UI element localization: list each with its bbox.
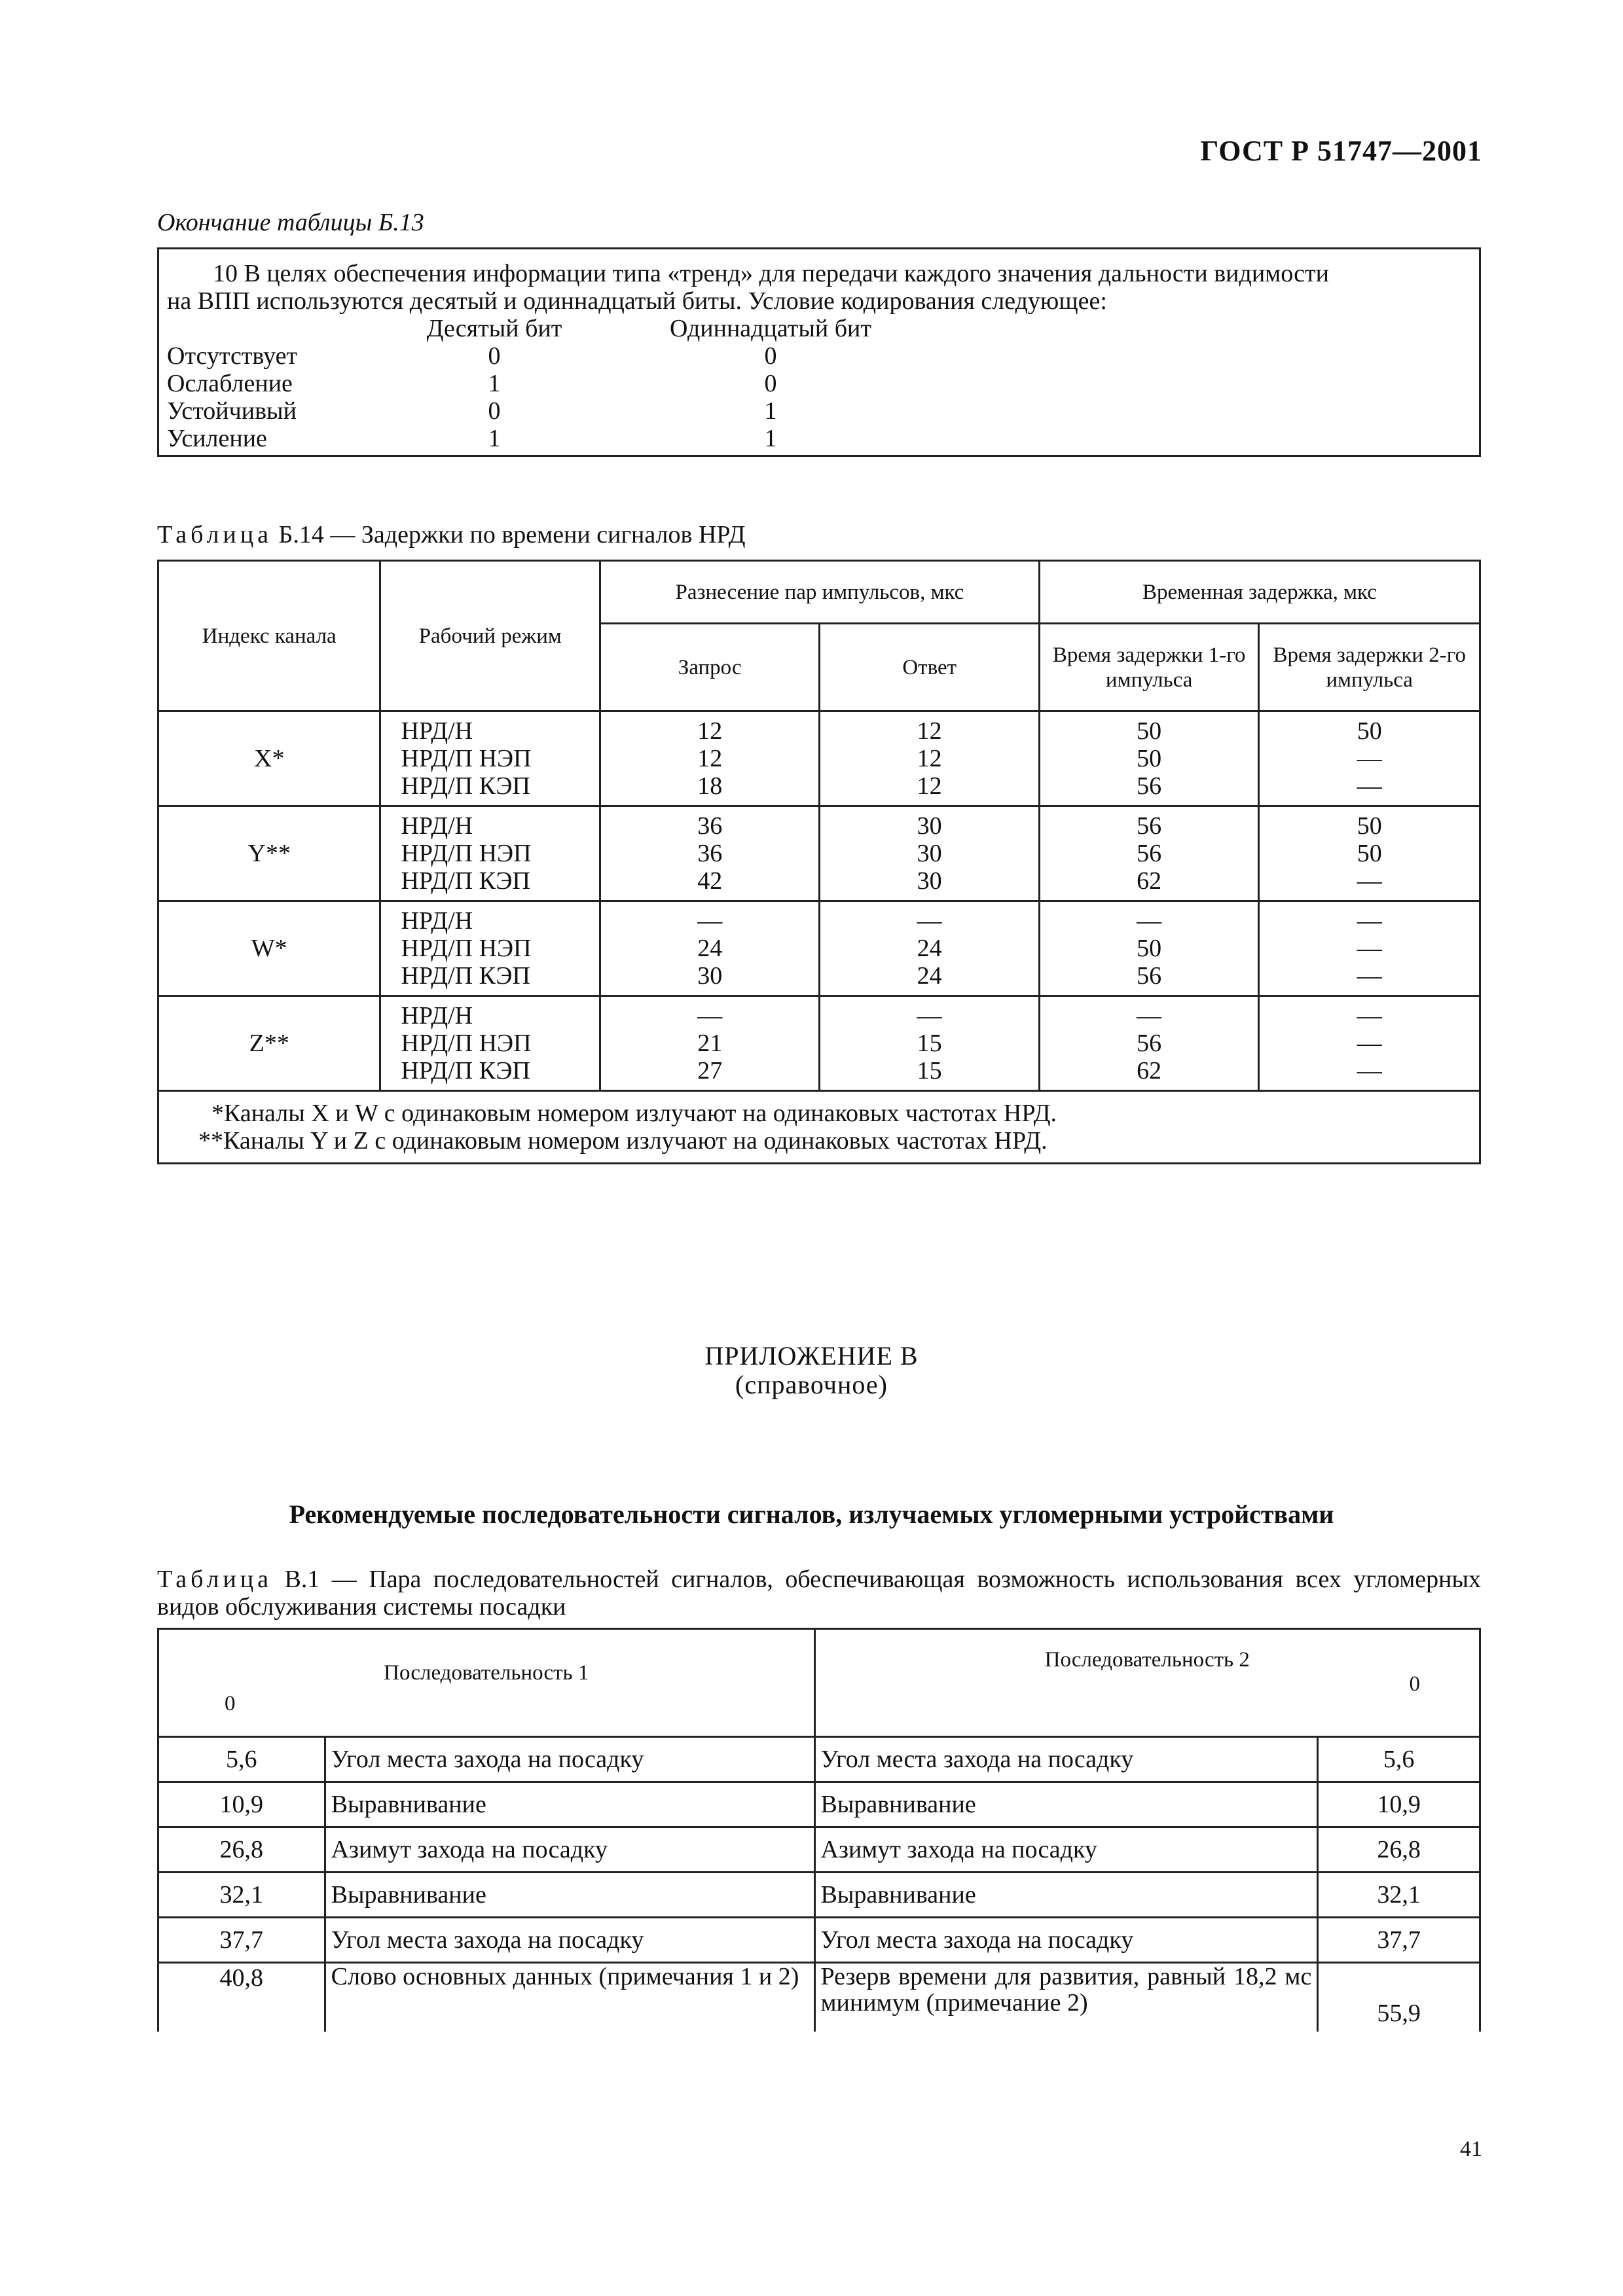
delay1-line: 50 — [1137, 935, 1162, 962]
bit11-value: 0 — [764, 342, 777, 370]
header-spacing: Разнесение пар импульсов, мкс — [600, 561, 1039, 624]
time-seq2: 5,6 — [1318, 1737, 1480, 1782]
table-b14-caption — [157, 520, 746, 549]
reply-line: — — [917, 907, 942, 935]
tenth-bit-header: Десятый бит — [426, 315, 562, 342]
bit-row — [167, 397, 1084, 425]
note-line-2: на ВПП используются десятый и одиннадцатый биты. Условие кодирования следующее: — [167, 287, 1107, 315]
reply-values — [820, 901, 1039, 996]
table-row — [158, 1963, 1480, 2032]
header-mode: Рабочий режим — [380, 561, 600, 711]
mode-list — [380, 996, 600, 1091]
standard-number: ГОСТ Р 51747—2001 — [1200, 135, 1482, 167]
request-line: 42 — [697, 867, 723, 895]
delay1-values — [1039, 806, 1259, 901]
request-values — [600, 806, 819, 901]
delay1-values — [1039, 996, 1259, 1091]
request-line: 12 — [697, 717, 723, 745]
note-yz: **Каналы Y и Z с одинаковым номером излучают на одинаковых частотах НРД. — [198, 1127, 1048, 1155]
bit-header-row — [167, 315, 1084, 342]
request-line: 21 — [697, 1030, 723, 1057]
appendix-heading — [0, 1342, 1623, 1399]
table-row — [158, 1918, 1480, 1963]
time-seq2: 26,8 — [1318, 1827, 1480, 1873]
delay2-line: — — [1357, 1057, 1382, 1085]
request-line: 30 — [697, 962, 723, 990]
time-seq1: 10,9 — [158, 1782, 325, 1827]
mode-line: НРД/Н — [401, 907, 473, 935]
eleventh-bit-header: Одиннадцатый бит — [670, 315, 871, 342]
row-label: Ослабление — [167, 370, 293, 397]
signal-seq2: Выравнивание — [814, 1873, 1318, 1918]
seq1-label: Последовательность 1 — [384, 1661, 589, 1685]
reply-line: 12 — [917, 772, 942, 800]
delay2-line: 50 — [1357, 717, 1382, 745]
bit10-value: 0 — [488, 342, 501, 370]
delay2-line: 50 — [1357, 840, 1382, 867]
time-seq2: 55,9 — [1318, 1963, 1480, 2032]
note-xw: *Каналы X и W с одинаковым номером излучают на одинаковых частотах НРД. — [211, 1100, 1057, 1127]
table-v1 — [157, 1628, 1481, 2032]
reply-line: 24 — [917, 935, 942, 962]
delay1-line: 56 — [1137, 772, 1162, 800]
mode-line: НРД/П КЭП — [401, 1057, 530, 1085]
request-values — [600, 711, 819, 806]
delay1-line: 56 — [1137, 962, 1162, 990]
signal-seq1: Выравнивание — [325, 1873, 814, 1918]
signal-seq1: Азимут захода на посадку — [325, 1827, 814, 1873]
signal-seq1: Выравнивание — [325, 1782, 814, 1827]
table-row — [158, 711, 1480, 806]
table-b13-continuation-caption: Окончание таблицы Б.13 — [157, 209, 424, 236]
time-seq2: 32,1 — [1318, 1873, 1480, 1918]
request-line: 36 — [697, 840, 723, 867]
delay1-line: 62 — [1137, 867, 1162, 895]
signal-seq2: Угол места захода на посадку — [814, 1737, 1318, 1782]
page-number: 41 — [1460, 2137, 1482, 2161]
time-seq2: 10,9 — [1318, 1782, 1480, 1827]
header-delay: Временная задержка, мкс — [1039, 561, 1480, 624]
delay1-line: 56 — [1137, 812, 1162, 840]
table-row — [158, 806, 1480, 901]
delay2-values — [1259, 901, 1480, 996]
mode-line: НРД/П НЭП — [401, 935, 532, 962]
mode-list — [380, 901, 600, 996]
reply-line: 12 — [917, 717, 942, 745]
delay2-values — [1259, 711, 1480, 806]
caption-prefix: Таблица — [157, 1566, 273, 1593]
reply-values — [820, 996, 1039, 1091]
bit10-value: 0 — [488, 397, 501, 425]
reply-values — [820, 806, 1039, 901]
signal-seq1: Угол места захода на посадку — [325, 1737, 814, 1782]
delay2-values — [1259, 996, 1480, 1091]
signal-seq1: Слово основных данных (примечания 1 и 2) — [325, 1963, 814, 2032]
signal-seq2: Азимут захода на посадку — [814, 1827, 1318, 1873]
signal-seq2: Угол места захода на посадку — [814, 1918, 1318, 1963]
bit-row — [167, 425, 1084, 452]
bit10-value: 1 — [488, 425, 501, 452]
request-values — [600, 996, 819, 1091]
request-line: 27 — [697, 1057, 723, 1085]
bit-row — [167, 370, 1084, 397]
delay1-line: 56 — [1137, 840, 1162, 867]
mode-line: НРД/П КЭП — [401, 962, 530, 990]
table-b14-notes — [158, 1091, 1480, 1164]
reply-line: — — [917, 1002, 942, 1030]
reply-line: 30 — [917, 840, 942, 867]
time-seq1: 32,1 — [158, 1873, 325, 1918]
table-row — [158, 996, 1480, 1091]
appendix-title: ПРИЛОЖЕНИЕ В — [704, 1341, 919, 1371]
header-reply: Ответ — [820, 624, 1039, 711]
delay1-line: 50 — [1137, 717, 1162, 745]
request-line: — — [697, 907, 723, 935]
reply-values — [820, 711, 1039, 806]
mode-line: НРД/П НЭП — [401, 840, 532, 867]
bit11-value: 1 — [764, 425, 777, 452]
signal-seq2: Резерв времени для развития, равный 18,2 мс минимум (примечание 2) — [814, 1963, 1318, 2032]
mode-line: НРД/Н — [401, 717, 473, 745]
bit11-value: 1 — [764, 397, 777, 425]
delay2-line: 50 — [1357, 812, 1382, 840]
table-b14 — [157, 560, 1481, 1164]
time-seq1: 5,6 — [158, 1737, 325, 1782]
request-values — [600, 901, 819, 996]
delay1-line: 56 — [1137, 1030, 1162, 1057]
delay1-values — [1039, 711, 1259, 806]
section-title: Рекомендуемые последовательности сигналов, излучаемых угломерными устройствами — [289, 1499, 1334, 1529]
row-label: Устойчивый — [167, 397, 297, 425]
bit11-value: 0 — [764, 370, 777, 397]
row-label: Отсутствует — [167, 342, 298, 370]
request-line: 36 — [697, 812, 723, 840]
table-b13-note-box — [157, 247, 1481, 457]
channel-index: W* — [158, 901, 380, 996]
time-seq1: 40,8 — [158, 1963, 325, 2032]
seq2-label: Последовательность 2 — [1044, 1648, 1250, 1672]
signal-seq2: Выравнивание — [814, 1782, 1318, 1827]
delay1-line: — — [1137, 1002, 1162, 1030]
table-v1-caption — [157, 1566, 1481, 1621]
mode-line: НРД/П КЭП — [401, 772, 530, 800]
delay2-line: — — [1357, 867, 1382, 895]
request-line: 12 — [697, 745, 723, 772]
appendix-subtitle: (справочное) — [735, 1370, 888, 1399]
delay2-line: — — [1357, 907, 1382, 935]
request-line: 18 — [697, 772, 723, 800]
request-line: 24 — [697, 935, 723, 962]
seq1-zero: 0 — [225, 1692, 236, 1715]
delay1-line: 62 — [1137, 1057, 1162, 1085]
header-channel: Индекс канала — [158, 561, 380, 711]
caption-text: В.1 — Пара последовательностей сигналов, обеспечивающая возможность использования всех угломерных видов обслуживания системы посадки — [157, 1566, 1481, 1621]
reply-line: 30 — [917, 867, 942, 895]
seq2-zero: 0 — [1409, 1672, 1420, 1696]
bit-row — [167, 342, 1084, 370]
mode-line: НРД/Н — [401, 812, 473, 840]
reply-line: 12 — [917, 745, 942, 772]
mode-line: НРД/Н — [401, 1002, 473, 1030]
table-row — [158, 901, 1480, 996]
delay2-values — [1259, 806, 1480, 901]
header-delay2: Время задержки 2-го импульса — [1259, 624, 1480, 711]
header-delay1: Время задержки 1-го импульса — [1039, 624, 1259, 711]
channel-index: Y** — [158, 806, 380, 901]
reply-line: 24 — [917, 962, 942, 990]
delay2-line: — — [1357, 1030, 1382, 1057]
mode-line: НРД/П НЭП — [401, 745, 532, 772]
header-request: Запрос — [600, 624, 819, 711]
delay2-line: — — [1357, 935, 1382, 962]
time-seq1: 37,7 — [158, 1918, 325, 1963]
delay2-line: — — [1357, 1002, 1382, 1030]
delay1-values — [1039, 901, 1259, 996]
channel-index: Z** — [158, 996, 380, 1091]
bit10-value: 1 — [488, 370, 501, 397]
caption-text: Б.14 — Задержки по времени сигналов НРД — [272, 521, 746, 548]
table-row — [158, 1782, 1480, 1827]
table-row — [158, 1827, 1480, 1873]
row-label: Усиление — [167, 425, 267, 452]
mode-line: НРД/П КЭП — [401, 867, 530, 895]
delay2-line: — — [1357, 745, 1382, 772]
reply-line: 15 — [917, 1030, 942, 1057]
delay2-line: — — [1357, 962, 1382, 990]
mode-list — [380, 806, 600, 901]
note-line-1: 10 В целях обеспечения информации типа «тренд» для передачи каждого значения дальности видимости — [213, 260, 1329, 287]
header-sequence-1 — [158, 1629, 815, 1737]
delay2-line: — — [1357, 772, 1382, 800]
signal-seq1: Угол места захода на посадку — [325, 1918, 814, 1963]
reply-line: 30 — [917, 812, 942, 840]
request-line: — — [697, 1002, 723, 1030]
caption-prefix: Таблица — [157, 521, 273, 548]
mode-list — [380, 711, 600, 806]
table-row — [158, 1873, 1480, 1918]
header-sequence-2 — [814, 1629, 1480, 1737]
mode-line: НРД/П НЭП — [401, 1030, 532, 1057]
reply-line: 15 — [917, 1057, 942, 1085]
delay1-line: — — [1137, 907, 1162, 935]
time-seq1: 26,8 — [158, 1827, 325, 1873]
table-row — [158, 1737, 1480, 1782]
channel-index: X* — [158, 711, 380, 806]
time-seq2: 37,7 — [1318, 1918, 1480, 1963]
delay1-line: 50 — [1137, 745, 1162, 772]
